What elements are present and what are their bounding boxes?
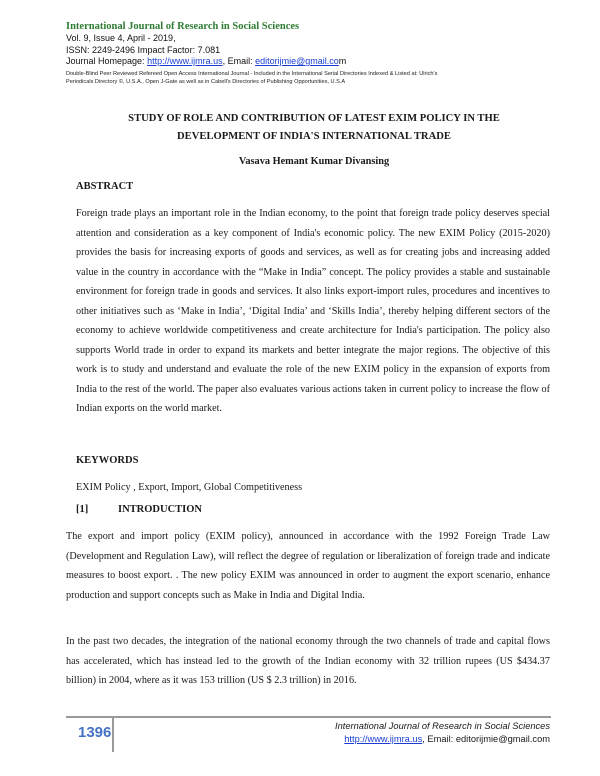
footer-info bbox=[335, 720, 550, 746]
intro-heading: INTRODUCTION bbox=[118, 504, 203, 515]
intro-paragraph-2: In the past two decades, the integration of the national economy through the two channels of trade and capital flows has accelerated, which has instead led to the growth of the Indian economy with 32 trillion rupees (US $434.37 billion) in 2004, where as it was 153 trillion (US $ 2.3 trillion) in 2016. bbox=[66, 636, 550, 687]
author-name: Vasava Hemant Kumar Divansing bbox=[238, 156, 390, 167]
email-link[interactable]: editorijmie@gmail.co bbox=[255, 56, 339, 66]
indexing-line-1: Double-Blind Peer Reviewed Refereed Open Access International Journal - Included in the International Serial Directories Indexed & Listed at: Ulrich's bbox=[66, 70, 438, 77]
abstract-heading: ABSTRACT bbox=[76, 181, 134, 192]
journal-header bbox=[66, 20, 566, 86]
homepage-link[interactable]: http://www.ijmra.us bbox=[147, 56, 223, 66]
homepage-label: Journal Homepage: bbox=[66, 56, 148, 66]
footer-contact bbox=[335, 733, 550, 746]
paper-title bbox=[66, 110, 562, 146]
footer-url-link[interactable]: http://www.ijmra.us bbox=[344, 734, 423, 744]
footer-email: , Email: editorijmie@gmail.com bbox=[422, 734, 550, 744]
journal-name: International Journal of Research in Social Sciences bbox=[66, 21, 300, 32]
footer-journal: International Journal of Research in Social Sciences bbox=[335, 721, 550, 731]
footer-divider bbox=[66, 716, 551, 718]
page-number: 1396 bbox=[66, 718, 114, 752]
indexing-note bbox=[66, 70, 566, 87]
keywords-heading: KEYWORDS bbox=[76, 455, 139, 466]
email-tail: m bbox=[338, 56, 347, 66]
intro-number: [1] bbox=[76, 504, 89, 515]
title-line-1: STUDY OF ROLE AND CONTRIBUTION OF LATEST EXIM POLICY IN THE bbox=[128, 113, 500, 124]
issue-info: Vol. 9, Issue 4, April - 2019, bbox=[66, 33, 176, 43]
title-line-2: DEVELOPMENT OF INDIA'S INTERNATIONAL TRADE bbox=[177, 131, 451, 142]
indexing-line-2: Periodicals Directory ©, U.S.A., Open J-Gate as well as in Cabell's Directories of Publishing Opportunities, U.S.A bbox=[66, 78, 346, 85]
intro-paragraph-1: The export and import policy (EXIM policy), announced in accordance with the 1992 Foreign Trade Law (Development and Regulation Law), will reflect the degree of regulation or liberalization of foreign trade and indicate measures to boost export. . The new policy EXIM was announced in order to augment the export scenario, enhance production and support concepts such as Make in India and Digital India. bbox=[66, 531, 550, 601]
homepage-line bbox=[66, 56, 566, 68]
issn-info: ISSN: 2249-2496 Impact Factor: 7.081 bbox=[66, 44, 221, 55]
email-label: , Email: bbox=[222, 56, 256, 66]
abstract-text: Foreign trade plays an important role in the Indian economy, to the point that foreign trade policy deserves special attention and consideration as a key component of India's economic policy. The new EXIM Policy (2015-2020) provides the basis for increasing exports of goods and services, as well as for creating jobs and increasing added value in the country in accordance with the “Make in India” concept. The policy provides a stable and sustainable environment for foreign trade in goods and services. It also links export-import rules, procedures and incentives to other initiatives such as ‘Make in India’, ‘Digital India’ and ‘Skills India’, thereby helping different sectors of the economy to achieve worldwide competitiveness and create architecture for India's participation. The policy also supports World trade in order to expand its markets and better integrate the major regions. The objective of this work is to study and understand and evaluate the role of the new EXIM policy in the expansion of exports from India to the rest of the world. The paper also evaluates various actions taken in current policy to increase the flow of Indian exports on the world market. bbox=[76, 208, 550, 414]
keywords-text: EXIM Policy , Export, Import, Global Competitiveness bbox=[76, 482, 303, 493]
